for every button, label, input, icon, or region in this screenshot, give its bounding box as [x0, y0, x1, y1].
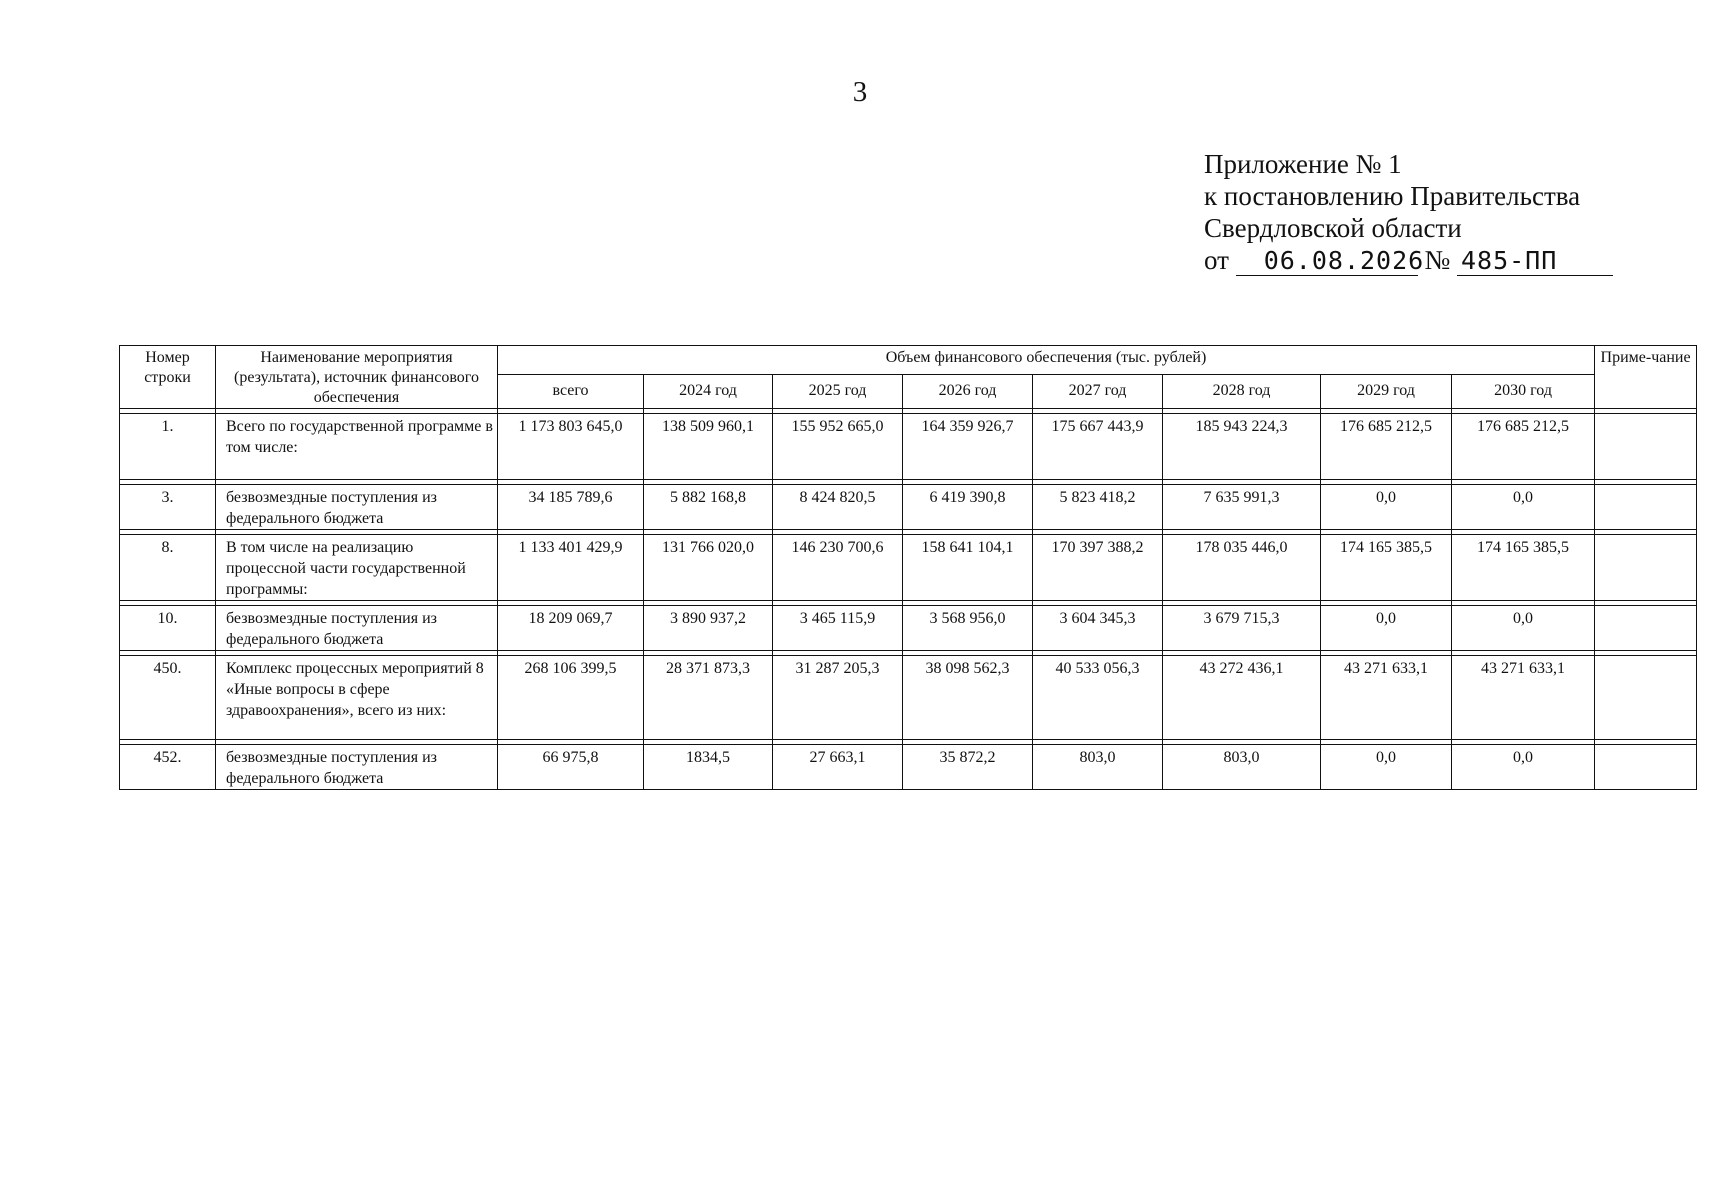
value-cell: 40 533 056,3	[1033, 656, 1163, 740]
value-cell: 176 685 212,5	[1321, 414, 1452, 480]
header-row-number: Номер строки	[120, 346, 216, 409]
note-cell	[1595, 745, 1697, 790]
appendix-date-line	[1204, 244, 1624, 276]
table-row	[120, 656, 1697, 740]
value-cell: 0,0	[1321, 606, 1452, 651]
value-cell: 7 635 991,3	[1163, 485, 1321, 530]
value-cell: 268 106 399,5	[498, 656, 644, 740]
header-2027: 2027 год	[1033, 374, 1163, 408]
note-cell	[1595, 535, 1697, 601]
value-cell: 43 272 436,1	[1163, 656, 1321, 740]
row-name-cell: Всего по государственной программе в том числе:	[216, 414, 498, 480]
value-cell: 185 943 224,3	[1163, 414, 1321, 480]
table-header	[120, 346, 1697, 409]
value-cell: 66 975,8	[498, 745, 644, 790]
value-cell: 1 133 401 429,9	[498, 535, 644, 601]
appendix-resolution: к постановлению Правительства	[1204, 181, 1581, 211]
table-row	[120, 606, 1697, 651]
value-cell: 803,0	[1163, 745, 1321, 790]
appendix-title: Приложение № 1	[1204, 149, 1402, 179]
header-2025: 2025 год	[773, 374, 903, 408]
resolution-number: 485-ПП	[1457, 247, 1613, 276]
financing-table	[119, 345, 1697, 790]
value-cell: 155 952 665,0	[773, 414, 903, 480]
value-cell: 28 371 873,3	[644, 656, 773, 740]
value-cell: 0,0	[1452, 485, 1595, 530]
row-number-cell: 8.	[120, 535, 216, 601]
note-cell	[1595, 414, 1697, 480]
value-cell: 34 185 789,6	[498, 485, 644, 530]
value-cell: 146 230 700,6	[773, 535, 903, 601]
header-2026: 2026 год	[903, 374, 1033, 408]
row-number-cell: 1.	[120, 414, 216, 480]
value-cell: 38 098 562,3	[903, 656, 1033, 740]
row-number-cell: 3.	[120, 485, 216, 530]
table-row	[120, 745, 1697, 790]
note-cell	[1595, 606, 1697, 651]
table-row	[120, 485, 1697, 530]
row-name-cell: Комплекс процессных мероприятий 8 «Иные вопросы в сфере здравоохранения», всего из них:	[216, 656, 498, 740]
value-cell: 8 424 820,5	[773, 485, 903, 530]
row-number-cell: 450.	[120, 656, 216, 740]
value-cell: 1 173 803 645,0	[498, 414, 644, 480]
value-cell: 3 679 715,3	[1163, 606, 1321, 651]
appendix-block	[1204, 148, 1624, 276]
header-name: Наименование мероприятия (результата), источник финансового обеспечения	[216, 346, 498, 409]
value-cell: 1834,5	[644, 745, 773, 790]
value-cell: 5 823 418,2	[1033, 485, 1163, 530]
value-cell: 170 397 388,2	[1033, 535, 1163, 601]
value-cell: 3 604 345,3	[1033, 606, 1163, 651]
value-cell: 174 165 385,5	[1321, 535, 1452, 601]
appendix-region: Свердловской области	[1204, 213, 1462, 243]
row-name-cell: В том числе на реализацию процессной части государственной программы:	[216, 535, 498, 601]
header-volume: Объем финансового обеспечения (тыс. рублей)	[498, 346, 1595, 375]
value-cell: 803,0	[1033, 745, 1163, 790]
value-cell: 3 465 115,9	[773, 606, 903, 651]
value-cell: 175 667 443,9	[1033, 414, 1163, 480]
row-name-cell: безвозмездные поступления из федерального бюджета	[216, 745, 498, 790]
value-cell: 176 685 212,5	[1452, 414, 1595, 480]
value-cell: 0,0	[1452, 745, 1595, 790]
row-name-cell: безвозмездные поступления из федерального бюджета	[216, 485, 498, 530]
value-cell: 6 419 390,8	[903, 485, 1033, 530]
header-note: Приме-чание	[1595, 346, 1697, 409]
value-cell: 31 287 205,3	[773, 656, 903, 740]
note-cell	[1595, 485, 1697, 530]
header-2030: 2030 год	[1452, 374, 1595, 408]
table-row	[120, 535, 1697, 601]
value-cell: 178 035 446,0	[1163, 535, 1321, 601]
value-cell: 27 663,1	[773, 745, 903, 790]
value-cell: 131 766 020,0	[644, 535, 773, 601]
row-number-cell: 10.	[120, 606, 216, 651]
value-cell: 43 271 633,1	[1321, 656, 1452, 740]
value-cell: 0,0	[1321, 745, 1452, 790]
header-2029: 2029 год	[1321, 374, 1452, 408]
date-prefix: от	[1204, 245, 1229, 275]
header-2028: 2028 год	[1163, 374, 1321, 408]
table-row	[120, 414, 1697, 480]
value-cell: 0,0	[1321, 485, 1452, 530]
value-cell: 0,0	[1452, 606, 1595, 651]
value-cell: 158 641 104,1	[903, 535, 1033, 601]
page-number: 3	[852, 76, 868, 108]
value-cell: 174 165 385,5	[1452, 535, 1595, 601]
number-prefix: №	[1424, 245, 1451, 275]
table-body	[120, 409, 1697, 790]
header-2024: 2024 год	[644, 374, 773, 408]
value-cell: 3 890 937,2	[644, 606, 773, 651]
resolution-date: 06.08.2026	[1236, 247, 1418, 276]
value-cell: 35 872,2	[903, 745, 1033, 790]
value-cell: 43 271 633,1	[1452, 656, 1595, 740]
note-cell	[1595, 656, 1697, 740]
value-cell: 138 509 960,1	[644, 414, 773, 480]
value-cell: 5 882 168,8	[644, 485, 773, 530]
row-number-cell: 452.	[120, 745, 216, 790]
header-total: всего	[498, 374, 644, 408]
row-name-cell: безвозмездные поступления из федерального бюджета	[216, 606, 498, 651]
value-cell: 3 568 956,0	[903, 606, 1033, 651]
value-cell: 164 359 926,7	[903, 414, 1033, 480]
value-cell: 18 209 069,7	[498, 606, 644, 651]
